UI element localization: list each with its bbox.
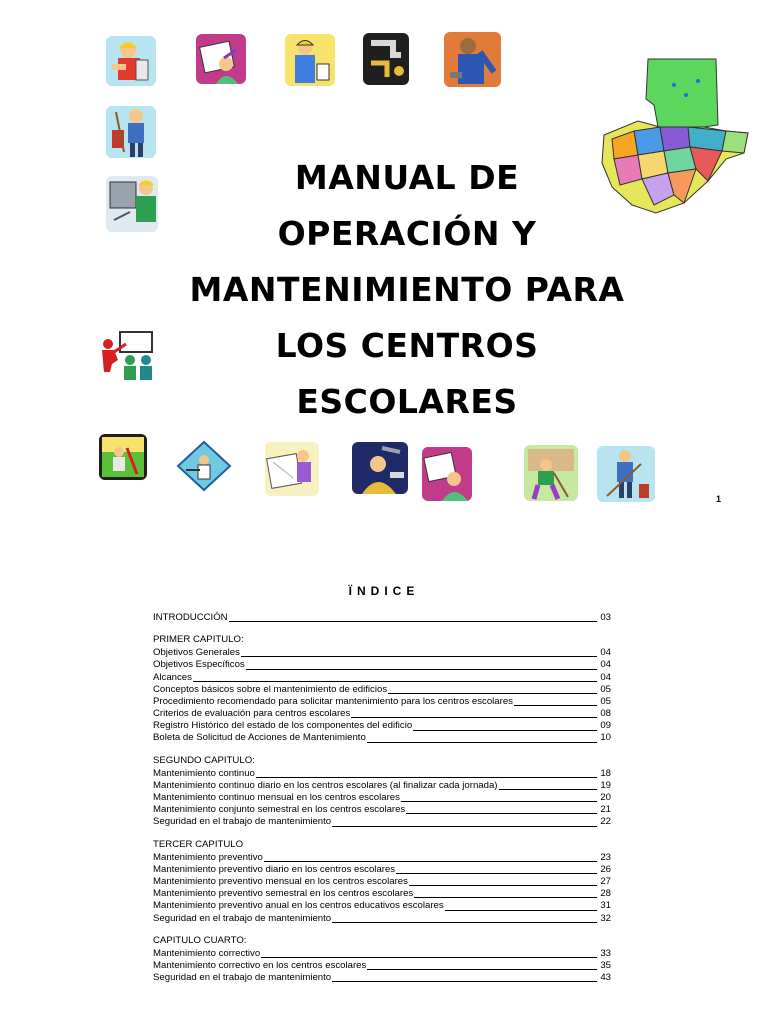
toc-leader-line bbox=[264, 861, 597, 862]
toc-entry-page: 05 bbox=[600, 695, 611, 707]
toc-entry[interactable] bbox=[153, 960, 611, 972]
toc-entry-label: Mantenimiento preventivo bbox=[153, 851, 263, 863]
architect-plans-icon bbox=[265, 442, 319, 496]
toc-section bbox=[153, 612, 611, 624]
toc-entry-page: 32 bbox=[600, 912, 611, 924]
toc-entry-label: INTRODUCCIÓN bbox=[153, 611, 228, 623]
toc-entry[interactable] bbox=[153, 672, 611, 684]
toc-entry[interactable] bbox=[153, 972, 611, 984]
toc-entry-page: 04 bbox=[600, 647, 611, 659]
toc-entry-label: Mantenimiento preventivo anual en los centros educativos escolares bbox=[153, 900, 444, 912]
toc-entry-label: Conceptos básicos sobre el mantenimiento de edificios bbox=[153, 683, 388, 695]
toc-entry-label: Seguridad en el trabajo de mantenimiento bbox=[153, 912, 332, 924]
toc-leader-line bbox=[229, 621, 597, 622]
toc-entry-page: 22 bbox=[600, 816, 611, 828]
toc-entry-page: 10 bbox=[600, 732, 611, 744]
toc-entry[interactable] bbox=[153, 913, 611, 925]
toc-entry[interactable] bbox=[153, 888, 611, 900]
toc-leader-line bbox=[261, 957, 597, 958]
painter-roller-icon bbox=[422, 447, 472, 501]
toc-entry-label: Objetivos Específicos bbox=[153, 659, 245, 671]
toc-entry-page: 43 bbox=[600, 972, 611, 984]
document-title bbox=[150, 150, 664, 430]
toc-leader-line bbox=[332, 922, 597, 923]
toc-entry-label: Mantenimiento preventivo semestral en los centros escolares bbox=[153, 888, 414, 900]
toc-entry-label: Alcances bbox=[153, 671, 192, 683]
toc-entry[interactable] bbox=[153, 792, 611, 804]
toc-entry-page: 09 bbox=[600, 720, 611, 732]
toc-entry-label: Mantenimiento continuo mensual en los centros escolares bbox=[153, 792, 400, 804]
toc-entry[interactable] bbox=[153, 647, 611, 659]
toc-entry-page: 31 bbox=[600, 900, 611, 912]
toc-entry-label: Mantenimiento preventivo diario en los centros escolares bbox=[153, 863, 396, 875]
toc-entry-label: Mantenimiento continuo bbox=[153, 767, 255, 779]
toc-entry-page: 33 bbox=[600, 947, 611, 959]
toc-section-heading: SEGUNDO CAPITULO: bbox=[153, 754, 255, 766]
toc-entry-page: 26 bbox=[600, 863, 611, 875]
toc-entry-label: Boleta de Solicitud de Acciones de Mantenimiento bbox=[153, 732, 366, 744]
toc-entry-page: 03 bbox=[600, 611, 611, 623]
toc-leader-line bbox=[401, 801, 597, 802]
toc-section bbox=[153, 755, 611, 829]
toc-leader-line bbox=[514, 705, 597, 706]
toc-leader-line bbox=[396, 873, 597, 874]
toc-leader-line bbox=[367, 742, 597, 743]
toc-section-heading: PRIMER CAPITULO: bbox=[153, 634, 244, 646]
toc-entry[interactable] bbox=[153, 852, 611, 864]
mechanic-icon bbox=[444, 32, 501, 87]
page-number: 1 bbox=[716, 494, 722, 504]
plumbing-icon bbox=[363, 33, 409, 85]
toc-section bbox=[153, 839, 611, 925]
worker-bucket-icon bbox=[285, 34, 335, 86]
toc-entry-page: 04 bbox=[600, 671, 611, 683]
title-line: ESCOLARES bbox=[296, 382, 518, 421]
toc-section bbox=[153, 935, 611, 985]
toc-entry[interactable] bbox=[153, 684, 611, 696]
title-line: OPERACIÓN Y bbox=[277, 214, 537, 253]
teacher-board-icon bbox=[98, 330, 156, 382]
toc-leader-line bbox=[193, 681, 597, 682]
toc-entry-page: 18 bbox=[600, 767, 611, 779]
toc-entry[interactable] bbox=[153, 804, 611, 816]
toc-entry-label: Mantenimiento continuo diario en los centros escolares (al finalizar cada jornada) bbox=[153, 779, 498, 791]
toc-entry[interactable] bbox=[153, 612, 611, 624]
toc-entry-page: 08 bbox=[600, 708, 611, 720]
toc-leader-line bbox=[499, 789, 598, 790]
toc-leader-line bbox=[414, 897, 597, 898]
toc-entry-page: 04 bbox=[600, 659, 611, 671]
toc-entry-page: 23 bbox=[600, 851, 611, 863]
toc-section bbox=[153, 634, 611, 745]
toc-entry-label: Mantenimiento correctivo en los centros escolares bbox=[153, 959, 367, 971]
handyman-tools-icon bbox=[352, 442, 408, 494]
gardener-icon bbox=[99, 434, 147, 480]
toc-leader-line bbox=[406, 813, 597, 814]
toc-leader-line bbox=[332, 981, 597, 982]
toc-entry[interactable] bbox=[153, 780, 611, 792]
title-line: LOS CENTROS bbox=[275, 326, 539, 365]
toc-entry-page: 28 bbox=[600, 888, 611, 900]
toc-leader-line bbox=[367, 969, 597, 970]
toc-entry-label: Registro Histórico del estado de los componentes del edificio bbox=[153, 720, 413, 732]
toc-entry[interactable] bbox=[153, 720, 611, 732]
toc-entry-label: Objetivos Generales bbox=[153, 647, 240, 659]
table-of-contents bbox=[153, 612, 611, 994]
toc-entry-page: 20 bbox=[600, 792, 611, 804]
janitor-broom-icon bbox=[597, 446, 655, 502]
toc-entry-page: 05 bbox=[600, 683, 611, 695]
toc-entry[interactable] bbox=[153, 948, 611, 960]
toc-entry[interactable] bbox=[153, 659, 611, 671]
toc-entry-label: Mantenimiento preventivo mensual en los centros escolares bbox=[153, 875, 408, 887]
toc-entry-label: Seguridad en el trabajo de mantenimiento bbox=[153, 972, 332, 984]
toc-leader-line bbox=[246, 669, 597, 670]
title-line: MANTENIMIENTO PARA bbox=[189, 270, 625, 309]
toc-entry[interactable] bbox=[153, 708, 611, 720]
toc-entry-label: Procedimiento recomendado para solicitar mantenimiento para los centros escolares bbox=[153, 695, 513, 707]
janitor-mop-icon bbox=[106, 106, 156, 158]
toc-entry-label: Mantenimiento conjunto semestral en los centros escolares bbox=[153, 804, 406, 816]
toc-entry-page: 21 bbox=[600, 804, 611, 816]
index-heading: ÏNDICE bbox=[348, 584, 420, 598]
toc-entry-page: 27 bbox=[600, 875, 611, 887]
toc-section-heading: TERCER CAPITULO bbox=[153, 838, 244, 850]
toc-entry-label: Criterios de evaluación para centros escolares bbox=[153, 708, 351, 720]
toc-entry-page: 19 bbox=[600, 779, 611, 791]
carpenter-icon bbox=[176, 440, 232, 492]
toc-entry[interactable] bbox=[153, 900, 611, 912]
toc-entry-page: 35 bbox=[600, 959, 611, 971]
painter-icon bbox=[196, 34, 246, 84]
toc-entry[interactable] bbox=[153, 768, 611, 780]
toc-leader-line bbox=[388, 693, 597, 694]
toc-entry-label: Seguridad en el trabajo de mantenimiento bbox=[153, 816, 332, 828]
toc-entry[interactable] bbox=[153, 696, 611, 708]
toc-leader-line bbox=[351, 717, 597, 718]
toc-leader-line bbox=[256, 777, 597, 778]
toc-entry[interactable] bbox=[153, 864, 611, 876]
toc-entry[interactable] bbox=[153, 816, 611, 828]
toc-leader-line bbox=[241, 656, 597, 657]
toc-leader-line bbox=[409, 885, 597, 886]
toc-leader-line bbox=[413, 730, 597, 731]
toc-section-heading: CAPITULO CUARTO: bbox=[153, 934, 247, 946]
toc-entry-label: Mantenimiento correctivo bbox=[153, 947, 261, 959]
toc-leader-line bbox=[445, 910, 597, 911]
gardener-shovel-icon bbox=[524, 445, 578, 501]
worker-hardhat-icon bbox=[106, 36, 156, 86]
toc-entry[interactable] bbox=[153, 733, 611, 745]
toc-leader-line bbox=[332, 826, 597, 827]
title-line: MANUAL DE bbox=[294, 158, 520, 197]
toc-entry[interactable] bbox=[153, 876, 611, 888]
